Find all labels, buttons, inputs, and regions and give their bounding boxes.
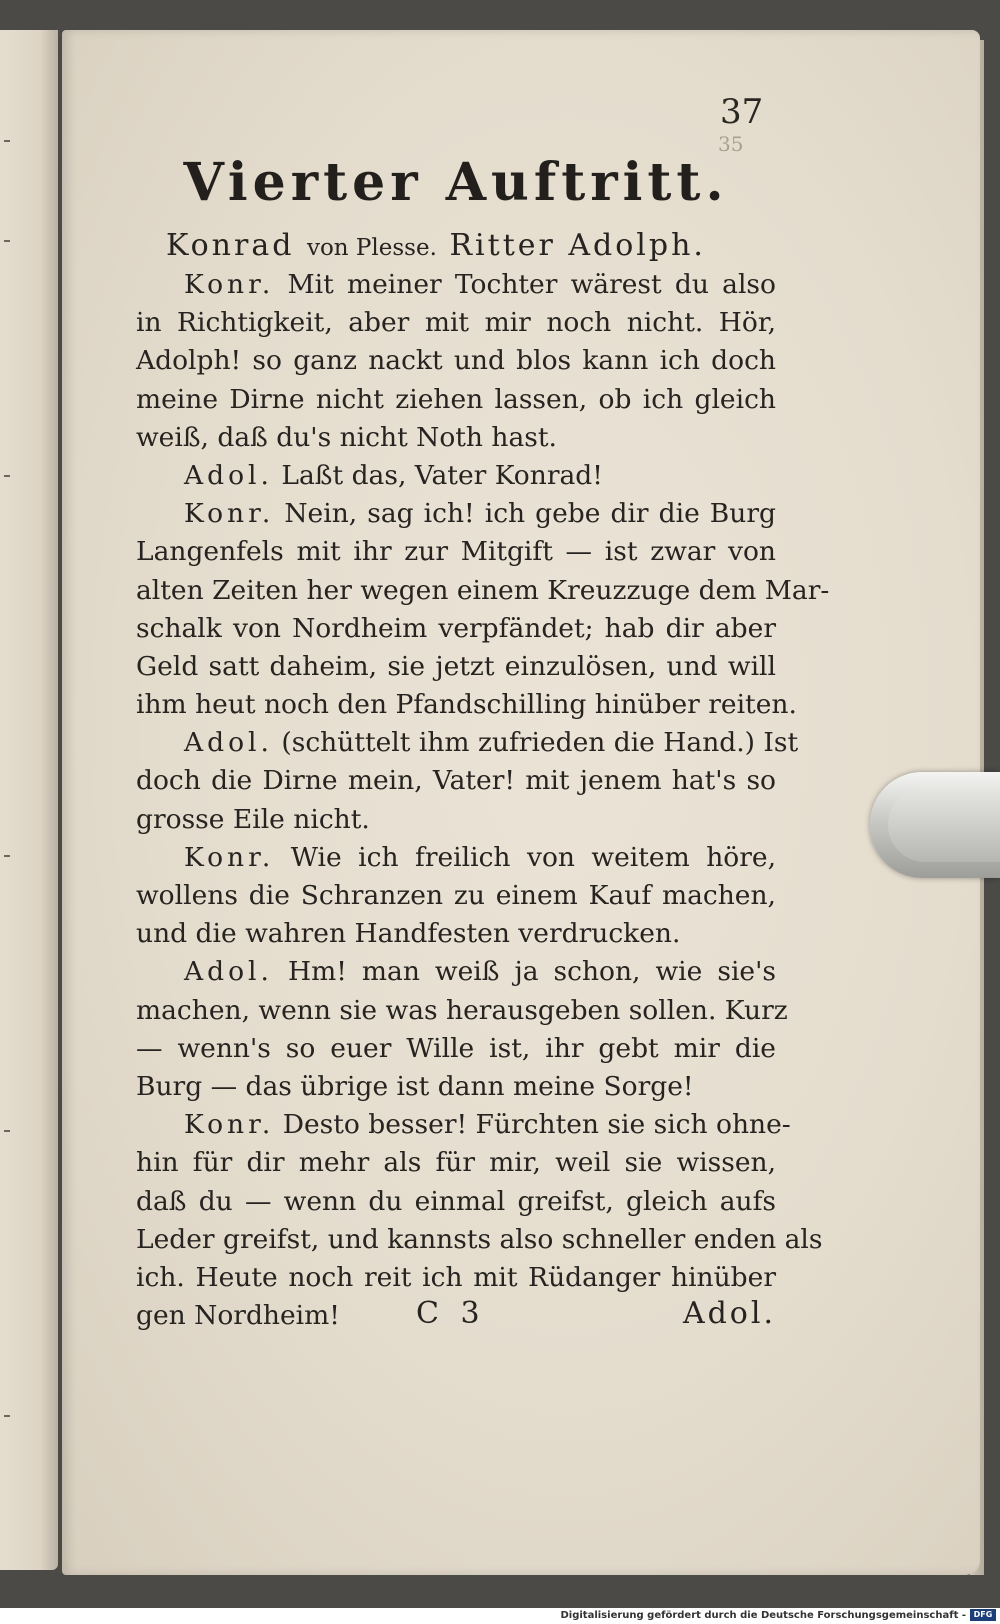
text-line: [136, 1106, 791, 1144]
text-line: [136, 686, 797, 724]
text-line: [136, 801, 776, 839]
person-name: Konrad: [166, 228, 295, 263]
text-line: [136, 304, 776, 342]
line-text: Hm! man weiß ja schon, wie sie's: [288, 956, 776, 988]
text-line: [136, 1144, 776, 1182]
page-number: 37: [720, 92, 764, 132]
text-line: [136, 839, 776, 877]
speaker-label: Adol.: [184, 956, 273, 988]
line-text: Laßt das, Vater Konrad!: [281, 459, 603, 491]
line-text: meine Dirne nicht ziehen lassen, ob ich gleich: [136, 383, 776, 415]
persons-line: [166, 228, 776, 263]
line-text: weiß, daß du's nicht Noth hast.: [136, 421, 557, 453]
line-text: Mit meiner Tochter wärest du also: [287, 269, 776, 300]
person-connector: von Plesse.: [306, 235, 437, 261]
speaker-label: Adol.: [184, 459, 273, 491]
line-text: — wenn's so euer Wille ist, ihr gebt mir die: [136, 1032, 776, 1064]
speaker-label: Konr.: [184, 841, 275, 873]
text-line: [136, 381, 776, 419]
left-page-mark: [4, 855, 10, 857]
line-text: alten Zeiten her wegen einem Kreuzzuge dem Mar-: [136, 574, 830, 606]
line-text: Leder greifst, und kannsts also schneller enden als: [136, 1223, 823, 1255]
text-line: [136, 953, 776, 991]
speaker-label: Konr.: [184, 1109, 275, 1141]
line-text: Desto besser! Fürchten sie sich ohne-: [282, 1109, 791, 1141]
line-text: Burg — das übrige ist dann meine Sorge!: [136, 1070, 694, 1102]
left-page-mark: [4, 1415, 10, 1417]
dfg-logo: DFG: [970, 1609, 996, 1621]
page-footer: [136, 1296, 776, 1336]
text-line: [136, 762, 776, 800]
left-page-mark: [4, 1130, 10, 1132]
left-page-edge: [0, 30, 58, 1570]
text-line: [136, 495, 776, 533]
text-line: [136, 610, 776, 648]
printer-signature: C 3: [416, 1296, 486, 1331]
text-line: [136, 915, 776, 953]
scene-title: Vierter Auftritt.: [183, 152, 729, 213]
line-text: gen Nordheim!: [136, 1300, 340, 1332]
show-through-page-number: 35: [718, 132, 744, 156]
page-clip: [870, 772, 1000, 878]
line-text: Geld satt daheim, sie jetzt einzulösen, und will: [136, 650, 776, 682]
line-text: Wie ich freilich von weitem höre,: [290, 841, 776, 873]
text-line: [136, 419, 776, 457]
left-page-mark: [4, 475, 10, 477]
body-text: [136, 266, 830, 1335]
digitization-credit: Digitalisierung gefördert durch die Deutsche Forschungsgemeinschaft -: [560, 1610, 966, 1621]
line-text: Nein, sag ich! ich gebe dir die Burg: [284, 498, 776, 530]
text-line: [136, 266, 776, 304]
speaker-label: Konr.: [184, 269, 275, 300]
text-line: [136, 457, 776, 495]
text-line: [136, 724, 799, 762]
person-name: Ritter Adolph.: [449, 228, 706, 263]
text-line: [136, 572, 830, 610]
text-line: [136, 992, 788, 1030]
text-line: [136, 1221, 823, 1259]
line-text: und die wahren Handfesten verdrucken.: [136, 918, 681, 950]
line-text: hin für dir mehr als für mir, weil sie wissen,: [136, 1147, 776, 1179]
line-text: wollens die Schranzen zu einem Kauf machen,: [136, 880, 776, 911]
line-text: machen, wenn sie was herausgeben sollen. Kurz: [136, 994, 788, 1026]
catchword: Adol.: [682, 1296, 776, 1331]
left-page-mark: [4, 140, 10, 142]
speaker-label: Adol.: [184, 727, 273, 759]
text-line: [136, 1183, 776, 1221]
text-line: [136, 1068, 776, 1106]
speaker-label: Konr.: [184, 498, 275, 530]
line-text: (schüttelt ihm zufrieden die Hand.) Ist: [281, 727, 799, 759]
text-line: [136, 533, 776, 571]
text-line: [136, 1259, 776, 1297]
line-text: schalk von Nordheim verpfändet; hab dir aber: [136, 612, 776, 644]
line-text: ich. Heute noch reit ich mit Rüdanger hinüber: [136, 1261, 776, 1293]
page-clip-highlight: [888, 788, 1000, 862]
left-page-mark: [4, 240, 10, 242]
line-text: ihm heut noch den Pfandschilling hinüber reiten.: [136, 689, 797, 721]
text-line: [136, 342, 776, 380]
line-text: daß du — wenn du einmal greifst, gleich aufs: [136, 1185, 776, 1217]
text-line: [136, 877, 776, 915]
line-text: Adolph! so ganz nackt und blos kann ich doch: [136, 345, 776, 377]
line-text: grosse Eile nicht.: [136, 803, 370, 835]
text-line: [136, 1030, 776, 1068]
text-line: [136, 648, 776, 686]
line-text: Langenfels mit ihr zur Mitgift — ist zwar von: [136, 536, 776, 568]
line-text: doch die Dirne mein, Vater! mit jenem hat's so: [136, 765, 776, 797]
line-text: in Richtigkeit, aber mit mir noch nicht. Hör,: [136, 307, 776, 339]
